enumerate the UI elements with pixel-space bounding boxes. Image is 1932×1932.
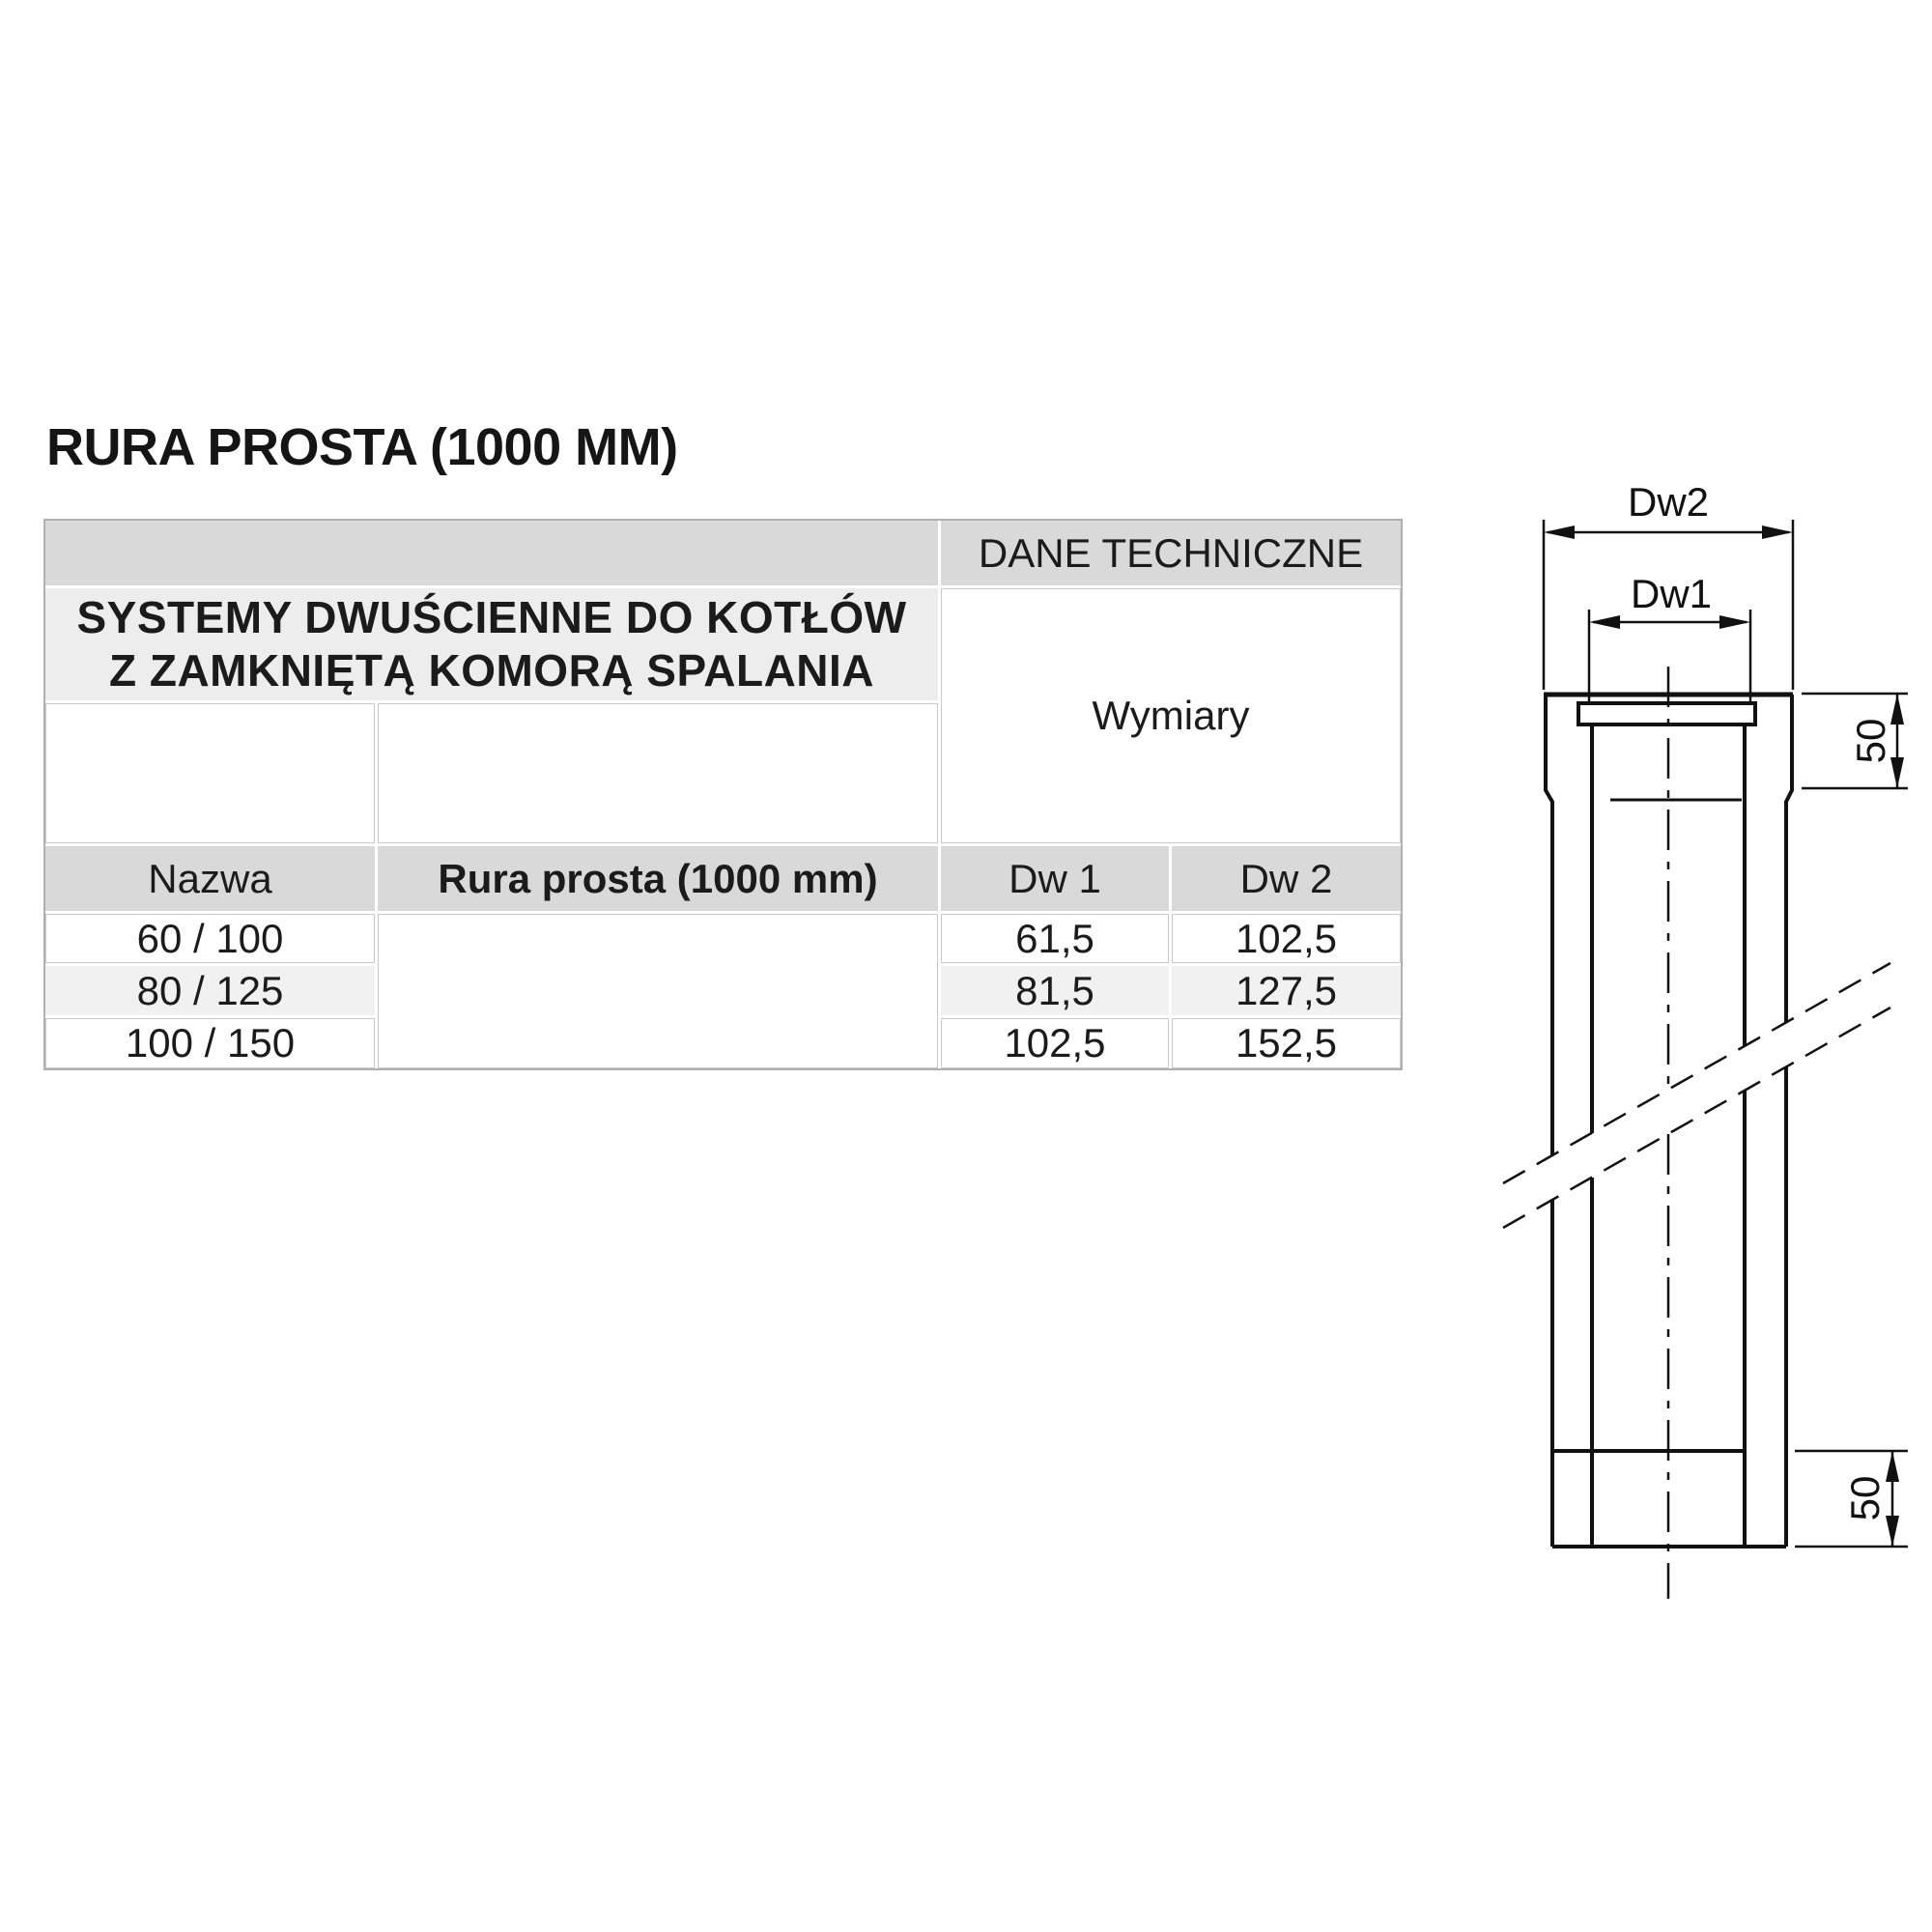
table-cell-dw2-row3: 152,5: [1172, 1018, 1401, 1068]
bottom-depth-arrow-down: [1886, 1516, 1899, 1547]
break-line-lower: [1503, 1008, 1890, 1228]
table-cell-section-header: DANE TECHNICZNE: [941, 521, 1401, 585]
table-row-name-80-125: 80 / 125: [45, 966, 375, 1015]
table-cell-empty-name: [45, 703, 375, 843]
pipe-technical-drawing: [1468, 454, 1932, 1623]
column-header-dw1: Dw 1: [941, 846, 1169, 911]
table-cell-product-image-area: [378, 914, 938, 1068]
table-cell-category-header: [45, 588, 938, 700]
bottom-depth-arrow-up: [1886, 1451, 1899, 1482]
dw2-arrow-right: [1762, 526, 1793, 539]
technical-data-table: [43, 519, 1403, 1070]
page-title: RURA PROSTA (1000 MM): [46, 418, 678, 476]
table-cell-dw1-row2: 81,5: [941, 966, 1169, 1015]
table-cell-empty-product: [378, 703, 938, 843]
table-cell-dw1-row1: 61,5: [941, 914, 1169, 963]
break-line-upper: [1503, 963, 1890, 1183]
table-cell-dimensions-header: Wymiary: [941, 588, 1401, 843]
dw1-arrow-left: [1589, 615, 1620, 629]
column-header-dw2: Dw 2: [1172, 846, 1401, 911]
dw2-arrow-left: [1544, 526, 1575, 539]
pipe-collar: [1578, 703, 1755, 724]
dw1-dimension-label: Dw1: [1630, 571, 1713, 616]
bottom-depth-label: 50: [1842, 1475, 1888, 1521]
dw2-dimension-label: Dw2: [1627, 479, 1710, 525]
pipe-outer-wall-right: [1786, 695, 1792, 1547]
table-cell-dw2-row1: 102,5: [1172, 914, 1401, 963]
table-row-name-60-100: 60 / 100: [45, 914, 375, 963]
column-header-name: Nazwa: [45, 846, 375, 911]
column-header-product: Rura prosta (1000 mm): [378, 846, 938, 911]
pipe-outer-wall-left: [1546, 695, 1552, 1547]
table-cell-dw2-row2: 127,5: [1172, 966, 1401, 1015]
dw1-arrow-right: [1719, 615, 1750, 629]
table-cell-empty-top-left: [45, 521, 938, 585]
category-line-2: Z ZAMKNIĘTĄ KOMORĄ SPALANIA: [108, 645, 875, 696]
socket-depth-label: 50: [1848, 718, 1893, 764]
table-row-name-100-150: 100 / 150: [45, 1018, 375, 1068]
category-line-1: SYSTEMY DWUŚCIENNE DO KOTŁÓW: [76, 591, 907, 642]
table-cell-dw1-row3: 102,5: [941, 1018, 1169, 1068]
